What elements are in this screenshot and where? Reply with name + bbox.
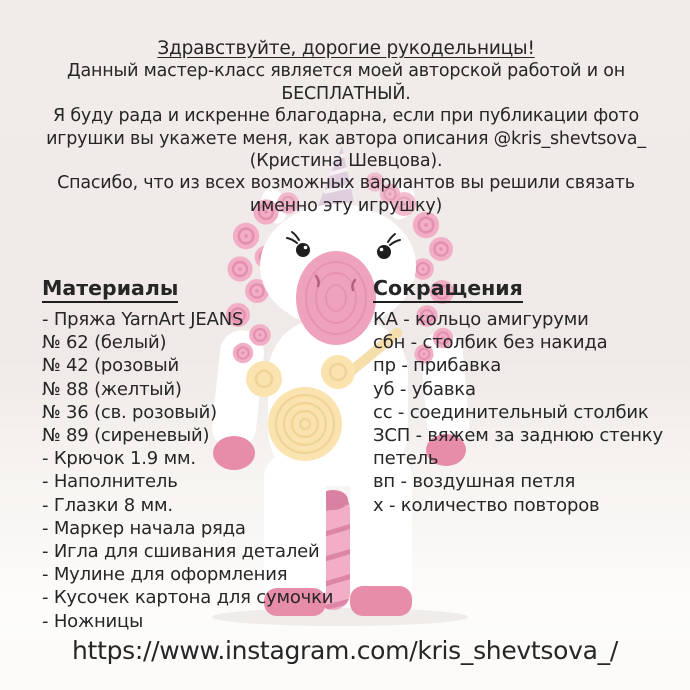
materials-heading: Материалы: [42, 276, 178, 303]
list-item: х - количество повторов: [373, 494, 600, 516]
list-item: № 62 (белый): [42, 332, 167, 354]
list-item: - Пряжа YarnArt JEANS: [42, 309, 244, 330]
list-item: - Мулине для оформления: [42, 564, 288, 586]
list-item: Данный мастер-класс является моей авторской работой и он: [66, 61, 626, 82]
list-item: пр - прибавка: [373, 355, 502, 377]
abbreviations-heading: Сокращения: [373, 276, 523, 303]
list-item: петель: [373, 448, 439, 470]
list-item: Спасибо, что из всех возможных вариантов вы решили связать: [57, 173, 635, 194]
greeting-title: Здравствуйте, дорогие рукодельницы!: [157, 38, 535, 59]
list-item: - Маркер начала ряда: [42, 517, 246, 539]
list-item: БЕСПЛАТНЫЙ.: [281, 83, 411, 104]
list-item: - Кусочек картона для сумочки: [42, 587, 334, 609]
materials-list: [42, 308, 372, 633]
list-item: Я буду рада и искренне благодарна, если при публикации фото: [53, 106, 639, 127]
abbreviations-list: [373, 308, 687, 517]
list-item: вп - воздушная петля: [373, 471, 576, 493]
list-item: сбн - столбик без накида: [373, 332, 608, 354]
list-item: - Глазки 8 мм.: [42, 494, 173, 516]
list-item: № 89 (сиреневый): [42, 425, 210, 447]
list-item: - Ножницы: [42, 610, 144, 632]
list-item: КА - кольцо амигуруми: [373, 309, 589, 330]
list-item: № 88 (желтый): [42, 378, 182, 400]
list-item: - Наполнитель: [42, 471, 178, 493]
list-item: уб - убавка: [373, 378, 476, 400]
list-item: № 36 (св. розовый): [42, 401, 218, 423]
materials-section: [42, 276, 372, 633]
intro-text-block: [28, 38, 664, 217]
list-item: сс - соединительный столбик: [373, 401, 649, 423]
list-item: (Кристина Шевцова).: [249, 151, 443, 172]
list-item: № 42 (розовый: [42, 355, 180, 377]
instagram-url: https://www.instagram.com/kris_shevtsova_/: [72, 636, 618, 665]
intro-lines: [28, 60, 664, 217]
list-item: игрушки вы укажете меня, как автора описания @kris_shevtsova_: [46, 128, 646, 149]
list-item: - Игла для сшивания деталей: [42, 541, 320, 563]
abbreviations-section: [373, 276, 687, 517]
list-item: именно эту игрушку): [249, 195, 443, 216]
list-item: - Крючок 1.9 мм.: [42, 448, 196, 470]
list-item: ЗСП - вяжем за заднюю стенку: [373, 425, 663, 447]
